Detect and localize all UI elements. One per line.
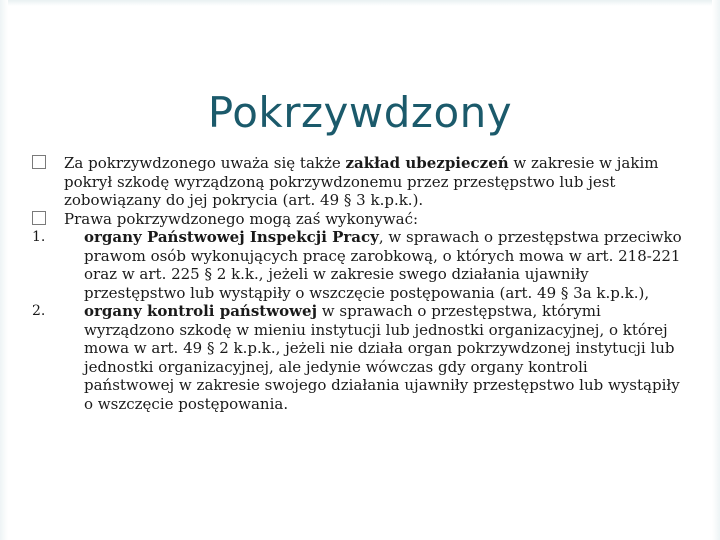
paragraph-2-text: Prawa pokrzywdzonego mogą zaś wykonywać:: [64, 209, 419, 228]
list-item-1-number: 1.: [32, 229, 46, 245]
paragraph-1-text-post: w zakresie w jakim pokrył szkodę wyrządzoną pokrzywdzonemu przez przestępstwo lub jest zobowiązany do jej pokrycia (art. 49 § 3 k.p.k.).: [64, 154, 659, 209]
list-item-1-bold: organy Państwowej Inspekcji Pracy: [84, 228, 379, 246]
paragraph-1-text-bold: zakład ubezpieczeń: [345, 154, 509, 172]
list-item-1: [32, 228, 682, 302]
slide-title: Pokrzywdzony: [207, 88, 513, 137]
slide-frame-left: [0, 0, 8, 540]
list-item-2: [32, 302, 682, 413]
slide-frame-top: [0, 0, 720, 6]
slide-frame-right: [712, 0, 720, 540]
list-item-1-text: , w sprawach o przestępstwa przeciwko prawom osób wykonujących pracę zarobkową, o których mowa w art. 218-221 oraz w art. 225 § 2 k.k., jeżeli w zakresie swego działania ujawniły przestępstwo lub wystąpiły o wszczęcie postępowania (art. 49 § 3a k.p.k.),: [84, 228, 682, 302]
list-item-2-bold: organy kontroli państwowej: [84, 302, 318, 320]
paragraph-1-text-pre: Za pokrzywdzonego uważa się także: [64, 154, 346, 172]
box-bullet-icon: [32, 155, 46, 169]
list-item-2-text: w sprawach o przestępstwa, którymi wyrządzono szkodę w mieniu instytucji lub jednostki organizacyjnej, o której mowa w art. 49 § 2 k.p.k., jeżeli nie działa organ pokrzywdzonej instytucji lub jednostki organizacyjnej, ale jedynie wówczas gdy organy kontroli państwowej w zakresie swojego działania ujawniły przestępstwo lub wystąpiły o wszczęcie postępowania.: [84, 302, 680, 413]
slide-body: [32, 154, 682, 413]
paragraph-2: [32, 210, 682, 229]
box-bullet-icon: [32, 211, 46, 225]
list-item-2-number: 2.: [32, 303, 46, 319]
paragraph-1: [32, 154, 682, 210]
